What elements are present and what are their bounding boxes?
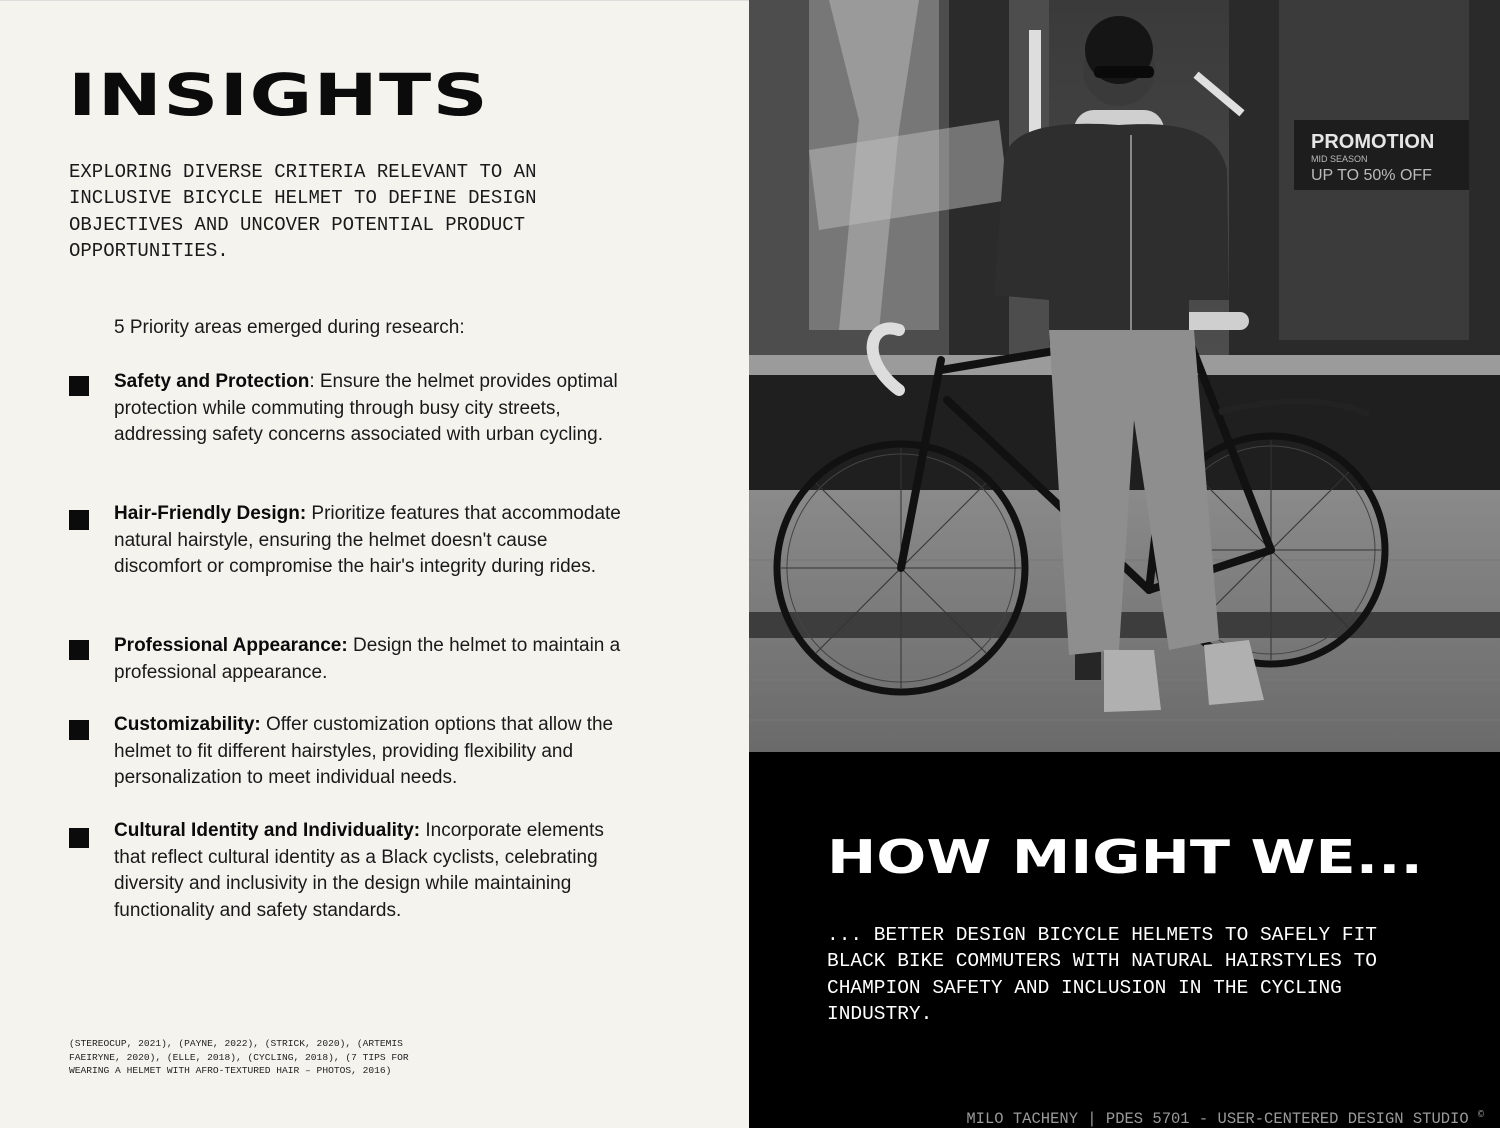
- references: (STEREOCUP, 2021), (PAYNE, 2022), (STRICK, 2020), (ARTEMIS FAEIRYNE, 2020), (ELLE, 2018), (CYCLING, 2018), (7 TIPS FOR WEARING A HELMET WITH AFRO-TEXTURED HAIR – PHOTOS, 2016): [69, 1038, 409, 1076]
- square-bullet-icon: [69, 640, 89, 660]
- sign-subtitle: MID SEASON: [1311, 154, 1368, 164]
- insights-panel: [0, 0, 749, 1128]
- square-bullet-icon: [69, 376, 89, 396]
- list-item-sep: :: [309, 371, 315, 392]
- list-item-body: Incorporate elements that reflect cultural identity as a Black cyclists, celebrating diversity and inclusivity in the design while maintaining functionality and safety standards.: [114, 820, 604, 921]
- sign-offer: UP TO 50% OFF: [1311, 167, 1432, 184]
- cyclist-photo: [749, 0, 1500, 752]
- sign-title: PROMOTION: [1311, 131, 1435, 153]
- list-item-title: Customizability:: [114, 714, 261, 735]
- list-item-text: [114, 712, 634, 792]
- list-item-title: Professional Appearance:: [114, 635, 348, 656]
- footer-credit-text: MILO TACHENY | PDES 5701 - USER-CENTERED DESIGN STUDIO: [966, 1110, 1469, 1128]
- how-might-we-panel: [749, 752, 1500, 1128]
- list-item-title: Cultural Identity and Individuality:: [114, 820, 421, 841]
- list-item-title: Hair-Friendly Design:: [114, 503, 307, 524]
- square-bullet-icon: [69, 510, 89, 530]
- page-title: INSIGHTS: [68, 61, 490, 129]
- copyright-mark: ©: [1477, 1109, 1484, 1121]
- list-item-text: [114, 501, 634, 581]
- list-item-body: Ensure the helmet provides optimal protection while commuting through busy city streets, addressing safety concerns associated with urban cycling.: [114, 371, 618, 445]
- cyclist-photo-illustration: [749, 0, 1500, 752]
- hmw-statement: ... BETTER DESIGN BICYCLE HELMETS TO SAFELY FIT BLACK BIKE COMMUTERS WITH NATURAL HAIRSTYLES TO CHAMPION SAFETY AND INCLUSION IN THE CYCLING INDUSTRY.: [827, 924, 1377, 1025]
- hmw-title: HOW MIGHT WE...: [827, 830, 1423, 884]
- list-item-text: [114, 633, 634, 686]
- list-item-body: Prioritize features that accommodate natural hairstyle, ensuring the helmet doesn't cause discomfort or compromise the hair's integrity during rides.: [114, 503, 621, 577]
- list-item-text: [114, 369, 634, 449]
- list-item-body: Offer customization options that allow the helmet to fit different hairstyles, providing flexibility and personalization to meet individual needs.: [114, 714, 614, 788]
- footer-credit: [966, 1110, 1484, 1128]
- list-item-title: Safety and Protection: [114, 371, 310, 392]
- priority-lead: 5 Priority areas emerged during research:: [114, 317, 465, 338]
- square-bullet-icon: [69, 720, 89, 740]
- intro-text: EXPLORING DIVERSE CRITERIA RELEVANT TO AN INCLUSIVE BICYCLE HELMET TO DEFINE DESIGN OBJECTIVES AND UNCOVER POTENTIAL PRODUCT OPPORTUNITIES.: [69, 161, 537, 262]
- square-bullet-icon: [69, 828, 89, 848]
- list-item-text: [114, 818, 634, 924]
- list-item-body: Design the helmet to maintain a professional appearance.: [114, 635, 621, 683]
